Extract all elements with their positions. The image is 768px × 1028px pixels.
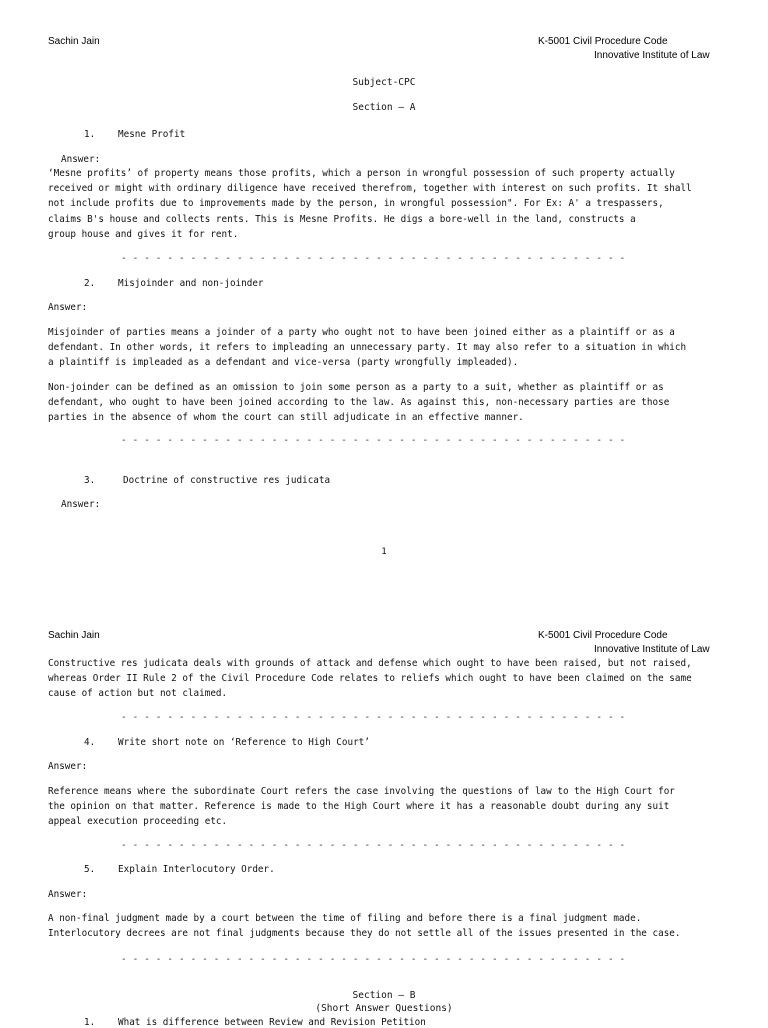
b1-number: 1. xyxy=(84,1017,96,1028)
section-a-title: Section – A xyxy=(352,102,416,113)
separator: - - - - - - - - - - - - - - - - - - - - - - - - - - - - - - - - - - - - - - - - - - - - xyxy=(121,253,626,264)
q2-answer-label: Answer: xyxy=(48,302,88,313)
separator: - - - - - - - - - - - - - - - - - - - - - - - - - - - - - - - - - - - - - - - - - - - - xyxy=(121,840,626,851)
header-author: Sachin Jain xyxy=(48,630,100,641)
q2-para1 xyxy=(48,325,724,371)
q3-title: Doctrine of constructive res judicata xyxy=(123,475,331,486)
q3-line: whereas Order II Rule 2 of the Civil Procedure Code relates to reliefs which ought to have been claimed on the same xyxy=(48,673,692,685)
q2-para1-line: a plaintiff is impleaded as a defendant and vice-versa (party wrongfully impleaded). xyxy=(48,357,519,369)
q4-line: appeal execution proceeding etc. xyxy=(48,816,228,828)
q2-para1-line: defendant. In other words, it refers to impleading an unnecessary party. It may also refer to a situation in which xyxy=(48,342,687,354)
header-course: K-5001 Civil Procedure Code xyxy=(538,36,668,47)
header-author: Sachin Jain xyxy=(48,36,100,47)
q4-line: Reference means where the subordinate Court refers the case involving the questions of law to the High Court for xyxy=(48,786,675,797)
header-institute: Innovative Institute of Law xyxy=(594,50,710,61)
subject-title: Subject-CPC xyxy=(352,77,416,88)
q1-line: not include profits due to improvements made by the person, in wrongful possession". For Ex: A' a trespassers, xyxy=(48,198,664,210)
q3-line: cause of action but not claimed. xyxy=(48,688,228,700)
q3-answer-label: Answer: xyxy=(61,499,101,510)
q2-para2-line: parties in the absence of whom the court can still adjudicate in an effective manner. xyxy=(48,412,524,424)
q2-title: Misjoinder and non-joinder xyxy=(118,278,264,289)
q1-line: group house and gives it for rent. xyxy=(48,228,239,240)
q5-number: 5. xyxy=(84,864,96,875)
q4-answer-label: Answer: xyxy=(48,761,88,772)
q1-line: claims B's house and collects rents. This is Mesne Profits. He digs a bore-well in the land, constructs a xyxy=(48,213,636,225)
q1-line: ‘Mesne profits’ of property means those profits, which a person in wrongful possession of such property actually xyxy=(48,168,675,179)
q2-para1-line: Misjoinder of parties means a joinder of a party who ought not to have been joined either as a plaintiff or as a xyxy=(48,327,675,338)
q1-answer-text xyxy=(48,166,724,242)
q4-number: 4. xyxy=(84,737,96,748)
section-b-subtitle: (Short Answer Questions) xyxy=(315,1003,453,1014)
q1-line: received or might with ordinary diligence have received therefrom, together with interest on such profits. It shall xyxy=(48,183,692,195)
q1-number: 1. xyxy=(84,129,96,140)
q2-para2 xyxy=(48,380,724,426)
header-course: K-5001 Civil Procedure Code xyxy=(538,630,668,641)
q3-line: Constructive res judicata deals with grounds of attack and defense which ought to have been raised, but not raised, xyxy=(48,658,692,669)
q5-title: Explain Interlocutory Order. xyxy=(118,864,275,875)
q2-para2-line: defendant, who ought to have been joined according to the law. As against this, non-necessary parties are those xyxy=(48,397,670,409)
header-institute: Innovative Institute of Law xyxy=(594,644,710,655)
separator: - - - - - - - - - - - - - - - - - - - - - - - - - - - - - - - - - - - - - - - - - - - - xyxy=(121,712,626,723)
q1-title: Mesne Profit xyxy=(118,129,186,140)
q5-line: A non-final judgment made by a court between the time of filing and before there is a final judgment made. xyxy=(48,913,642,924)
q1-answer-label: Answer: xyxy=(61,154,101,165)
q2-number: 2. xyxy=(84,278,96,289)
q5-answer-text xyxy=(48,911,724,941)
q5-line: Interlocutory decrees are not final judgments because they do not settle all of the issues presented in the case. xyxy=(48,928,681,940)
q4-line: the opinion on that matter. Reference is made to the High Court where it has a reasonable doubt during any suit xyxy=(48,801,670,813)
q4-title: Write short note on ‘Reference to High Court’ xyxy=(118,737,370,748)
page-number: 1 xyxy=(381,547,387,557)
b1-title: What is difference between Review and Revision Petition xyxy=(118,1017,426,1028)
q5-answer-label: Answer: xyxy=(48,889,88,900)
separator: - - - - - - - - - - - - - - - - - - - - - - - - - - - - - - - - - - - - - - - - - - - - xyxy=(121,435,626,446)
q2-para2-line: Non-joinder can be defined as an omission to join some person as a party to a suit, whether as plaintiff or as xyxy=(48,382,664,393)
q3-number: 3. xyxy=(84,475,96,486)
q3-answer-text xyxy=(48,656,724,702)
section-b-title: Section – B xyxy=(352,990,416,1001)
q4-answer-text xyxy=(48,784,724,830)
separator: - - - - - - - - - - - - - - - - - - - - - - - - - - - - - - - - - - - - - - - - - - - - xyxy=(121,954,626,965)
